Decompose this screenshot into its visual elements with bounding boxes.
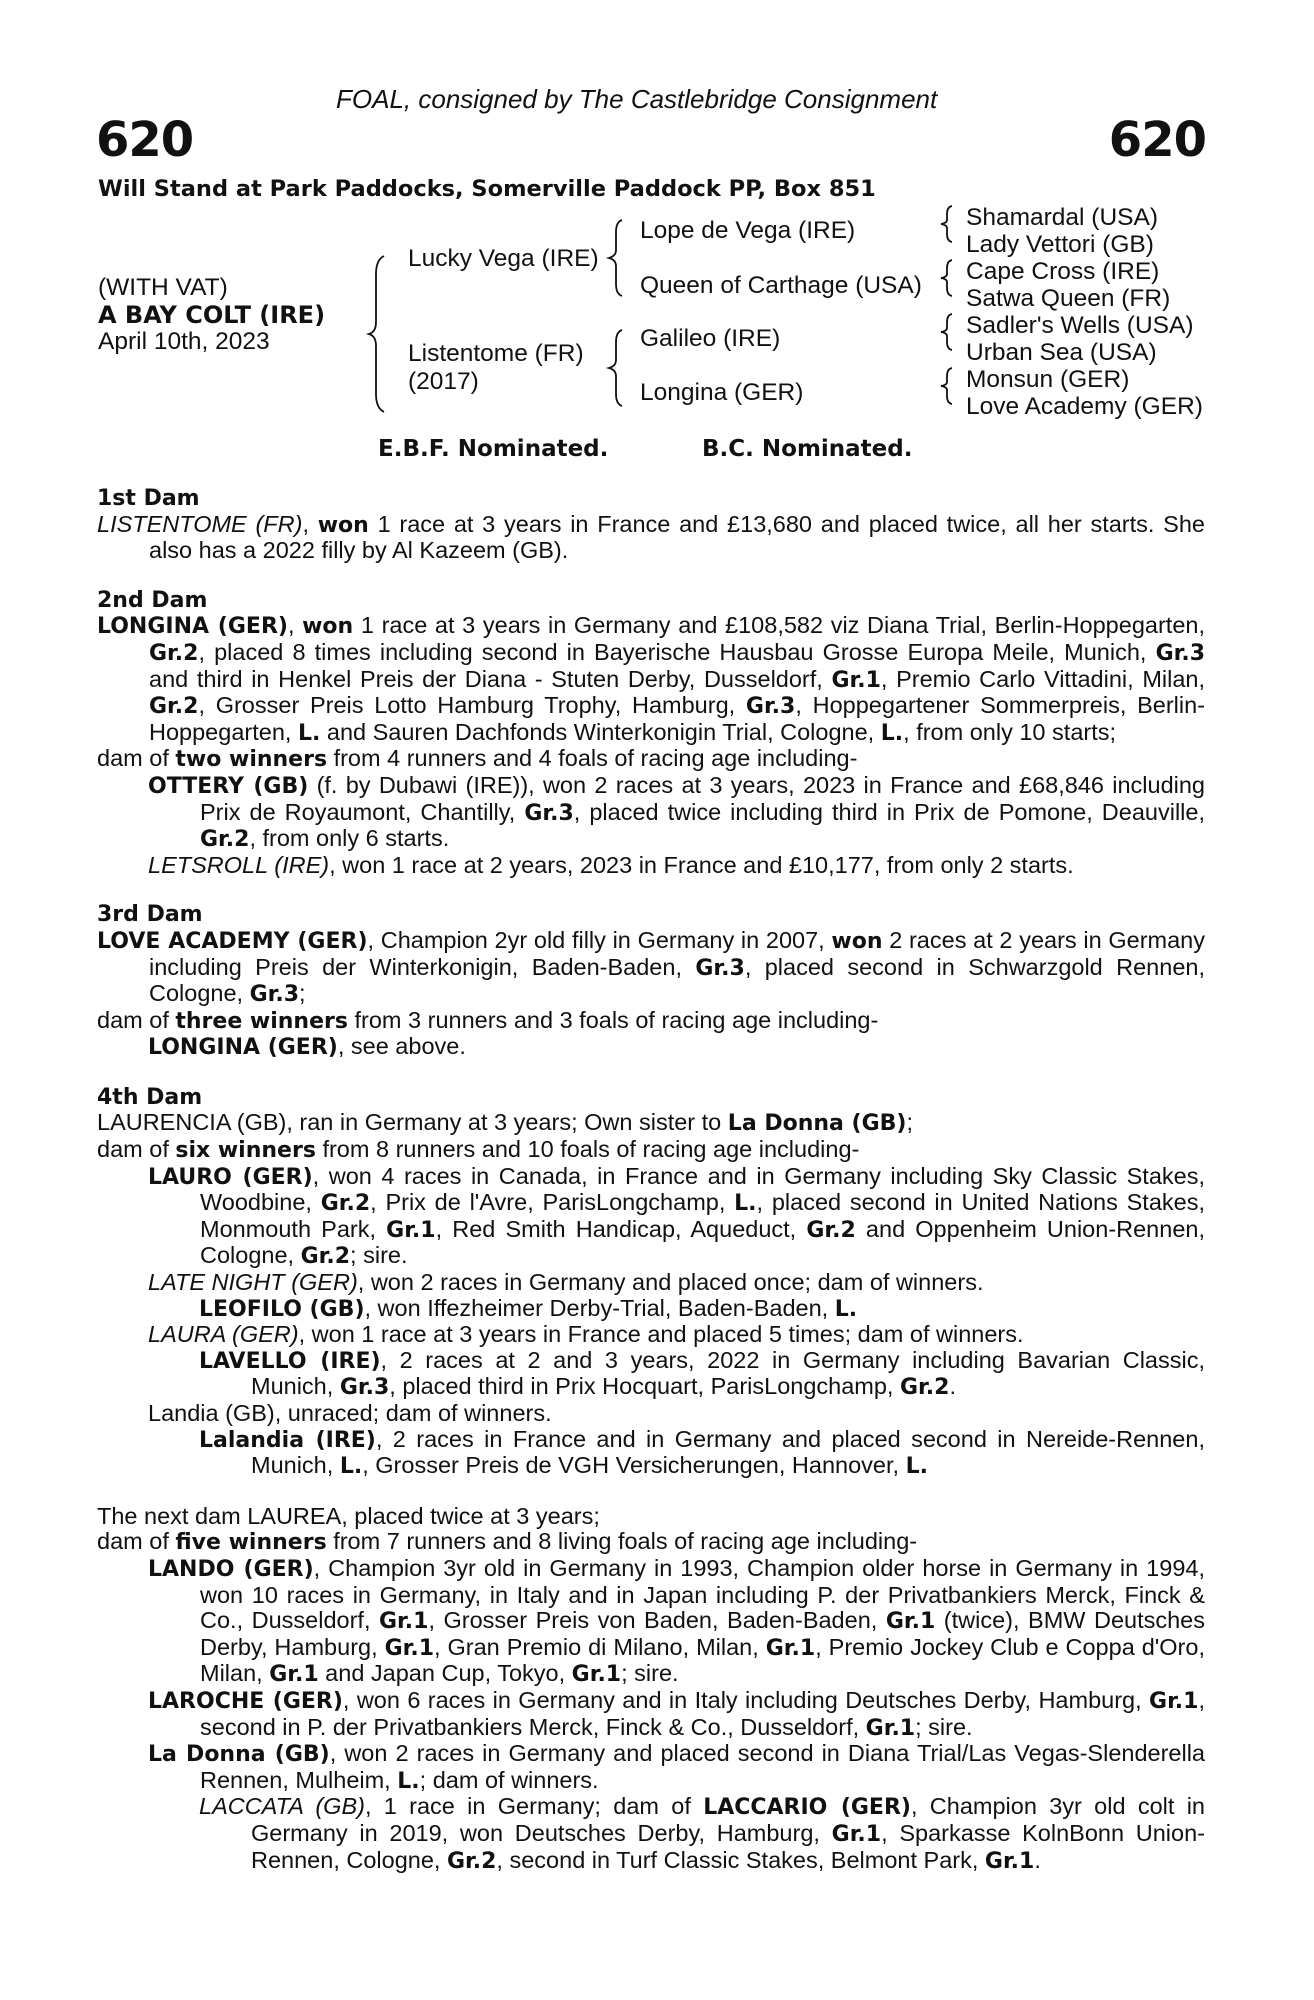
pedigree-g3-8: Love Academy (GER) (966, 393, 1203, 420)
text: , won 2 races in Germany and placed once; dam of winners. (357, 1269, 984, 1296)
text: , Grosser Preis de VGH Versicherungen, Hannover, (362, 1452, 906, 1479)
text: , second in Turf Classic Stakes, Belmont Park, (496, 1846, 985, 1873)
text: ; (906, 1109, 913, 1136)
section-heading: 3rd Dam (97, 902, 203, 928)
text: , Grosser Preis von Baden, Baden-Baden, (428, 1607, 886, 1634)
text: , won 4 races in Canada, in France and in Germany including Sky Classic Stakes, Woodbine, (200, 1162, 1205, 1216)
section-paragraph (97, 1110, 1205, 1137)
bold-text: Gr.1 (384, 1635, 435, 1661)
pedigree-g3-5: Sadler's Wells (USA) (966, 312, 1194, 339)
section-paragraph (97, 853, 1205, 879)
text: , Premio Jockey Club e Coppa d'Oro, Milan, (200, 1633, 1205, 1687)
bold-text: LAVELLO (IRE) (199, 1348, 381, 1374)
text: , Champion 2yr old filly in Germany in 2007, (367, 926, 832, 953)
section-paragraph (97, 1556, 1205, 1688)
vat-note: (WITH VAT) (98, 274, 228, 301)
bold-text: LAURO (GER) (148, 1164, 313, 1190)
section-paragraph (97, 1322, 1205, 1348)
pedigree-g3-2: Lady Vettori (GB) (966, 231, 1154, 258)
text: , Hoppegartener Sommerpreis, Berlin-Hoppegarten, (149, 692, 1205, 745)
bold-text: L. (397, 1768, 420, 1794)
bold-text: Gr.1 (386, 1217, 436, 1243)
text: and Sauren Dachfonds Winterkonigin Trial, Cologne, (320, 718, 881, 745)
text: , placed 8 times including second in Bayerische Hausbau Grosse Europa Meile, Munich, (198, 638, 1156, 665)
text: , 1 race in Germany; dam of (364, 1793, 704, 1820)
horse-name: A BAY COLT (IRE) (98, 301, 326, 329)
text: ; sire. (915, 1713, 973, 1740)
text: , Red Smith Handicap, Aqueduct, (435, 1215, 807, 1242)
text: . (949, 1373, 956, 1400)
bold-text: La Donna (GB) (148, 1742, 330, 1768)
bc-nomination: B.C. Nominated. (702, 436, 913, 462)
section-paragraph (97, 746, 1205, 773)
bold-text: Gr.3 (339, 1375, 390, 1401)
bold-text: Gr.1 (831, 1821, 882, 1847)
bold-text: LEOFILO (GB) (199, 1296, 365, 1322)
text: 1 race at 3 years in France and £13,680 and placed twice, all her starts. She also has a 2022 filly by Al Kazeem (GB). (149, 510, 1205, 564)
pedigree-g3-1: Shamardal (USA) (966, 204, 1158, 231)
catalogue-body (97, 486, 1205, 1874)
text: and third in Henkel Preis der Diana - Stuten Derby, Dusseldorf, (149, 665, 832, 692)
text: (f. by Dubawi (IRE)), won 2 races at 3 years, 2023 in France and £68,846 including Prix de Royaumont, Chantilly, (200, 771, 1206, 825)
text: , (302, 510, 318, 537)
bold-text: Gr.2 (149, 694, 199, 720)
text: , placed second in Schwarzgold Rennen, Cologne, (149, 953, 1205, 1007)
text: , Sparkasse KolnBonn Union-Rennen, Cologne, (251, 1819, 1205, 1873)
pedigree-dam-year: (2017) (408, 368, 479, 395)
text: , placed second in United Nations Stakes, Monmouth Park, (200, 1189, 1205, 1242)
text: ; dam of winners. (419, 1766, 599, 1793)
pedigree-sire-sire: Lope de Vega (IRE) (640, 217, 856, 244)
bold-text: Gr.1 (571, 1662, 622, 1688)
section-heading: 4th Dam (97, 1084, 203, 1110)
bold-text: LANDO (GER) (148, 1556, 314, 1582)
bold-text: two winners (175, 747, 328, 773)
italic-text: LISTENTOME (FR) (97, 510, 303, 537)
bold-text: LONGINA (GER) (148, 1035, 338, 1061)
text: , from only 10 starts; (903, 718, 1117, 745)
stand-location: Will Stand at Park Paddocks, Somerville Paddock PP, Box 851 (98, 176, 876, 202)
text: . (1034, 1846, 1041, 1873)
pedigree-section (97, 902, 1205, 1061)
pedigree-sire: Lucky Vega (IRE) (408, 245, 599, 272)
bold-text: Gr.3 (695, 955, 745, 981)
pedigree-section (97, 486, 1205, 564)
bold-text: Gr.2 (200, 827, 250, 853)
bold-text: Gr.1 (831, 667, 881, 693)
text: , Grosser Preis Lotto Hamburg Trophy, Hamburg, (198, 692, 746, 719)
section-paragraph (97, 1504, 1205, 1530)
section-heading: 1st Dam (97, 486, 200, 511)
text: , Prix de l'Avre, ParisLongchamp, (370, 1189, 735, 1216)
bold-text: Gr.3 (1155, 640, 1205, 666)
text: from 7 runners and 8 living foals of racing age including- (326, 1528, 918, 1555)
bold-text: Gr.3 (249, 982, 300, 1008)
text: , won Iffezheimer Derby-Trial, Baden-Baden, (364, 1294, 835, 1321)
text: , from only 6 starts. (249, 825, 450, 852)
text: (twice), BMW Deutsches Derby, Hamburg, (200, 1607, 1205, 1660)
text: The next dam LAUREA, placed twice at 3 years; (97, 1502, 600, 1529)
section-paragraph (97, 928, 1205, 1008)
italic-text: LETSROLL (IRE) (148, 851, 330, 878)
section-paragraph (97, 773, 1205, 853)
horse-dob: April 10th, 2023 (98, 328, 270, 355)
bold-text: won (302, 614, 354, 640)
pedigree-g3-4: Satwa Queen (FR) (966, 285, 1171, 312)
section-paragraph (97, 1296, 1205, 1323)
section-paragraph (97, 1164, 1205, 1270)
section-paragraph (97, 512, 1205, 564)
lot-number-left: 620 (96, 112, 194, 168)
pedigree-bracket-main (368, 254, 392, 414)
section-paragraph (97, 1741, 1205, 1794)
pedigree-bracket-g3-2 (940, 258, 958, 298)
text: 1 race at 3 years in Germany and £108,582 viz Diana Trial, Berlin-Hoppegarten, (353, 612, 1205, 639)
bold-text: L. (339, 1454, 363, 1480)
consignment-line: FOAL, consigned by The Castlebridge Consignment (336, 84, 938, 114)
text: , won 2 races in Germany and placed second in Diana Trial/Las Vegas-Slenderella Rennen, Mulheim, (200, 1740, 1206, 1793)
bold-text: LACCARIO (GER) (703, 1795, 911, 1821)
bold-text: OTTERY (GB) (148, 773, 309, 799)
bold-text: Gr.1 (765, 1635, 816, 1661)
section-paragraph (97, 1688, 1205, 1741)
section-paragraph (97, 1008, 1205, 1035)
pedigree-bracket-dam (608, 328, 630, 408)
text: LAURENCIA (GB), ran in Germany at 3 years; Own sister to (97, 1109, 728, 1136)
text: , placed twice including third in Prix de Pomone, Deauville, (573, 798, 1205, 825)
bold-text: Gr.1 (865, 1715, 916, 1741)
section-heading: 2nd Dam (97, 587, 208, 613)
pedigree-section (97, 1085, 1205, 1480)
text: Landia (GB), unraced; dam of winners. (148, 1400, 552, 1426)
text: , Champion 3yr old colt in Germany in 2019, won Deutsches Derby, Hamburg, (251, 1793, 1205, 1846)
bold-text: La Donna (GB) (727, 1111, 907, 1137)
bold-text: Gr.1 (885, 1609, 936, 1635)
bold-text: L. (905, 1454, 928, 1480)
pedigree-bracket-sire (608, 218, 630, 298)
text: , 2 races at 2 and 3 years, 2022 in Germany including Bavarian Classic, Munich, (251, 1346, 1205, 1400)
bold-text: Lalandia (IRE) (199, 1427, 376, 1453)
pedigree-bracket-g3-3 (940, 312, 958, 352)
pedigree-dam: Listentome (FR) (408, 340, 584, 367)
text: , placed third in Prix Hocquart, ParisLongchamp, (389, 1373, 900, 1400)
text: 2 races at 2 years in Germany including Preis der Winterkonigin, Baden-Baden, (149, 926, 1205, 980)
bold-text: LAROCHE (GER) (148, 1688, 343, 1714)
text: , Champion 3yr old in Germany in 1993, Champion older horse in Germany in 1994, won 10 races in Germany, in Italy and in Japan including P. der Privatbankiers Merck, Finck & Co., Dusseldorf, (200, 1554, 1205, 1634)
pedigree-dam-dam: Longina (GER) (640, 379, 804, 406)
bold-text: three winners (175, 1008, 348, 1034)
text: , won 1 race at 2 years, 2023 in France and £10,177, from only 2 starts. (329, 851, 1074, 878)
italic-text: LACCATA (GB) (199, 1793, 365, 1820)
text: , Premio Carlo Vittadini, Milan, (880, 665, 1206, 692)
italic-text: LAURA (GER) (148, 1321, 299, 1348)
text: , second in P. der Privatbankiers Merck, Finck & Co., Dusseldorf, (200, 1686, 1205, 1740)
bold-text: L. (297, 720, 321, 746)
text: from 8 runners and 10 foals of racing age including- (315, 1136, 860, 1163)
section-paragraph (97, 1427, 1205, 1480)
text: from 3 runners and 3 foals of racing age including- (347, 1006, 879, 1033)
bold-text: LONGINA (GER) (97, 614, 288, 640)
text: , 2 races in France and in Germany and placed second in Nereide-Rennen, Munich, (251, 1425, 1205, 1479)
bold-text: LOVE ACADEMY (GER) (97, 928, 368, 954)
text: , see above. (337, 1033, 466, 1060)
text: , Gran Premio di Milano, Milan, (434, 1633, 766, 1660)
section-paragraph (97, 613, 1205, 746)
bold-text: L. (734, 1191, 757, 1217)
section-paragraph (97, 1401, 1205, 1427)
text: , (287, 612, 303, 639)
bold-text: won (317, 512, 369, 538)
bold-text: Gr.3 (524, 800, 574, 826)
text: dam of (97, 745, 176, 772)
bold-text: Gr.1 (984, 1848, 1035, 1874)
pedigree-sire-dam: Queen of Carthage (USA) (640, 272, 922, 299)
bold-text: Gr.3 (745, 694, 796, 720)
bold-text: won (831, 928, 883, 954)
text: ; sire. (621, 1660, 679, 1687)
pedigree-bracket-g3-1 (940, 204, 958, 244)
section-paragraph (97, 1529, 1205, 1556)
bold-text: five winners (175, 1530, 327, 1556)
text: , won 1 race at 3 years in France and placed 5 times; dam of winners. (298, 1321, 1024, 1348)
bold-text: six winners (175, 1138, 316, 1164)
bold-text: L. (834, 1296, 858, 1322)
pedigree-section (97, 588, 1205, 879)
bold-text: L. (880, 720, 904, 746)
section-paragraph (97, 1137, 1205, 1164)
pedigree-bracket-g3-4 (940, 366, 958, 406)
bold-text: Gr.2 (446, 1848, 497, 1874)
text: ; (299, 980, 306, 1007)
section-paragraph (97, 1794, 1205, 1874)
text: dam of (97, 1528, 176, 1555)
pedigree-section (97, 1504, 1205, 1874)
pedigree-g3-6: Urban Sea (USA) (966, 339, 1157, 366)
bold-text: Gr.2 (300, 1244, 351, 1270)
bold-text: Gr.1 (269, 1662, 319, 1688)
text: dam of (97, 1136, 176, 1163)
section-paragraph (97, 1270, 1205, 1296)
pedigree-dam-sire: Galileo (IRE) (640, 325, 781, 352)
bold-text: Gr.1 (1149, 1688, 1199, 1714)
lot-number-right: 620 (1108, 112, 1206, 168)
section-paragraph (97, 1348, 1205, 1401)
bold-text: Gr.2 (320, 1191, 371, 1217)
text: , won 6 races in Germany and in Italy including Deutsches Derby, Hamburg, (342, 1686, 1150, 1713)
text: ; sire. (350, 1242, 408, 1269)
bold-text: Gr.2 (806, 1217, 856, 1243)
text: dam of (97, 1006, 176, 1033)
pedigree-g3-7: Monsun (GER) (966, 366, 1130, 393)
text: and Japan Cup, Tokyo, (318, 1660, 572, 1687)
ebf-nomination: E.B.F. Nominated. (378, 436, 609, 462)
text: from 4 runners and 4 foals of racing age including- (327, 745, 858, 772)
italic-text: LATE NIGHT (GER) (148, 1269, 358, 1296)
section-paragraph (97, 1034, 1205, 1061)
pedigree-g3-3: Cape Cross (IRE) (966, 258, 1160, 285)
bold-text: Gr.1 (379, 1609, 429, 1635)
text: and Oppenheim Union-Rennen, Cologne, (200, 1215, 1205, 1269)
bold-text: Gr.2 (900, 1375, 950, 1401)
bold-text: Gr.2 (149, 640, 199, 666)
